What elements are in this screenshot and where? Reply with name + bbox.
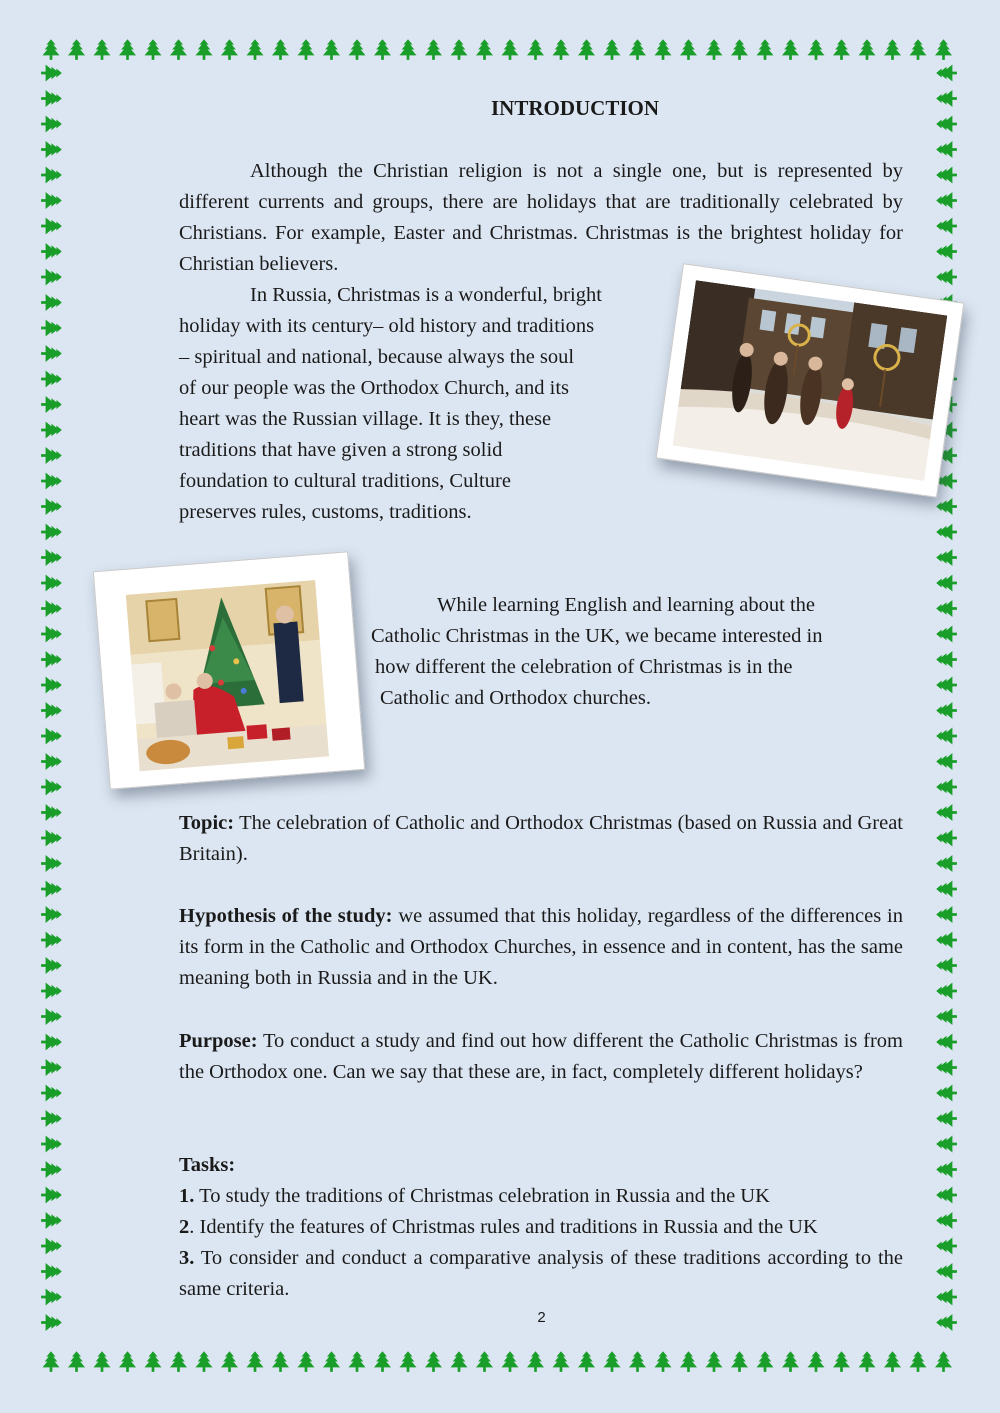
tree-icon bbox=[41, 574, 62, 591]
task-item bbox=[179, 1212, 903, 1243]
tree-icon bbox=[41, 1008, 62, 1025]
tree-icon bbox=[41, 243, 62, 260]
tree-icon bbox=[323, 39, 340, 60]
p3-line: Catholic Christmas in the UK, we became interested in bbox=[371, 625, 823, 647]
carolers-image bbox=[673, 280, 948, 481]
tree-icon bbox=[144, 39, 161, 60]
tree-icon bbox=[41, 727, 62, 744]
photo-carolers bbox=[656, 263, 965, 498]
tree-icon bbox=[936, 1186, 957, 1203]
tree-icon bbox=[705, 39, 722, 60]
tree-icon bbox=[936, 1161, 957, 1178]
tree-icon bbox=[450, 1351, 467, 1372]
tree-icon bbox=[936, 778, 957, 795]
tree-icon bbox=[374, 1351, 391, 1372]
page-title: INTRODUCTION bbox=[490, 96, 660, 120]
tree-icon bbox=[501, 39, 518, 60]
tree-icon bbox=[833, 1351, 850, 1372]
tree-icon bbox=[93, 39, 110, 60]
tree-icon bbox=[41, 778, 62, 795]
tree-icon bbox=[221, 1351, 238, 1372]
tree-icon bbox=[41, 370, 62, 387]
tree-icon bbox=[936, 498, 957, 515]
tree-icon bbox=[297, 39, 314, 60]
tree-icon bbox=[195, 39, 212, 60]
tree-icon bbox=[936, 1084, 957, 1101]
tree-icon bbox=[93, 1351, 110, 1372]
tree-icon bbox=[42, 1351, 59, 1372]
tree-icon bbox=[425, 1351, 442, 1372]
task-number: 2 bbox=[179, 1216, 190, 1238]
purpose-section bbox=[179, 1026, 903, 1088]
tree-icon bbox=[41, 141, 62, 158]
tree-icon bbox=[41, 804, 62, 821]
p2-line: – spiritual and national, because always the soul bbox=[179, 346, 575, 368]
hypothesis-text: we assumed that this holiday, regardless of the differences in its form in the Catholic and Orthodox Churches, in essence and in content, has the same meaning both in Russia and in the UK. bbox=[179, 905, 903, 989]
topic-section bbox=[179, 808, 903, 870]
tree-icon bbox=[936, 141, 957, 158]
tree-icon bbox=[654, 39, 671, 60]
p2-line: of our people was the Orthodox Church, and its bbox=[179, 377, 569, 399]
family-tree-image bbox=[126, 580, 329, 771]
tree-icon bbox=[41, 472, 62, 489]
intro-paragraph-1: Although the Christian religion is not a single one, but is represented by different currents and groups, there are holidays that are traditionally celebrated by Christians. For example, Easter and Christmas. Christmas is the brightest holiday for Christian believers. bbox=[179, 160, 903, 275]
tree-icon bbox=[41, 1135, 62, 1152]
task-text: To study the traditions of Christmas celebration in Russia and the UK bbox=[199, 1185, 770, 1207]
tree-icon bbox=[41, 1161, 62, 1178]
topic-text: The celebration of Catholic and Orthodox Christmas (based on Russia and Great Britain). bbox=[179, 812, 903, 865]
tree-icon bbox=[195, 1351, 212, 1372]
tree-icon bbox=[41, 1288, 62, 1305]
tree-icon bbox=[936, 1288, 957, 1305]
tree-icon bbox=[936, 727, 957, 744]
tree-icon bbox=[807, 39, 824, 60]
tree-icon bbox=[936, 1237, 957, 1254]
tree-icon bbox=[936, 1059, 957, 1076]
topic-label: Topic: bbox=[179, 812, 235, 834]
tree-icon bbox=[170, 1351, 187, 1372]
tree-icon bbox=[41, 702, 62, 719]
tree-icon bbox=[936, 1033, 957, 1050]
tree-icon bbox=[552, 39, 569, 60]
tree-icon bbox=[41, 217, 62, 234]
tree-icon bbox=[41, 1212, 62, 1229]
tree-icon bbox=[41, 166, 62, 183]
tree-icon bbox=[41, 1059, 62, 1076]
tree-icon bbox=[807, 1351, 824, 1372]
tree-icon bbox=[603, 39, 620, 60]
tree-icon bbox=[936, 600, 957, 617]
tree-icon bbox=[552, 1351, 569, 1372]
tree-icon bbox=[884, 39, 901, 60]
tasks-section bbox=[179, 1150, 903, 1305]
tree-icon bbox=[41, 319, 62, 336]
tree-icon bbox=[629, 1351, 646, 1372]
tree-icon bbox=[348, 1351, 365, 1372]
tree-icon bbox=[297, 1351, 314, 1372]
tree-icon bbox=[41, 957, 62, 974]
page-number: 2 bbox=[537, 1309, 546, 1326]
tree-icon bbox=[936, 1110, 957, 1127]
hypothesis-section bbox=[179, 901, 903, 994]
tree-icon bbox=[705, 1351, 722, 1372]
p2-line: holiday with its century– old history and traditions bbox=[179, 315, 595, 337]
tree-icon bbox=[756, 1351, 773, 1372]
tree-icon bbox=[578, 1351, 595, 1372]
tree-icon bbox=[450, 39, 467, 60]
tree-icon bbox=[936, 64, 957, 81]
p3-line: While learning English and learning about the bbox=[437, 594, 815, 616]
hypothesis-label: Hypothesis of the study: bbox=[179, 905, 393, 927]
tree-icon bbox=[374, 39, 391, 60]
p2-line: traditions that have given a strong solid bbox=[179, 439, 503, 461]
tree-icon bbox=[578, 39, 595, 60]
tree-icon bbox=[68, 39, 85, 60]
tree-icon bbox=[41, 447, 62, 464]
tree-icon bbox=[41, 421, 62, 438]
task-item bbox=[179, 1243, 903, 1305]
tree-icon bbox=[936, 574, 957, 591]
tree-icon bbox=[936, 1263, 957, 1280]
p2-line: preserves rules, customs, traditions. bbox=[179, 501, 472, 523]
tree-icon bbox=[68, 1351, 85, 1372]
p2-line: foundation to cultural traditions, Culture bbox=[179, 470, 511, 492]
tree-icon bbox=[425, 39, 442, 60]
tree-icon bbox=[603, 1351, 620, 1372]
tree-icon bbox=[41, 192, 62, 209]
photo-family-tree bbox=[93, 551, 365, 789]
tree-icon bbox=[858, 1351, 875, 1372]
tree-icon bbox=[833, 39, 850, 60]
tree-icon bbox=[858, 39, 875, 60]
tree-icon bbox=[41, 753, 62, 770]
tree-icon bbox=[936, 549, 957, 566]
tree-icon bbox=[119, 1351, 136, 1372]
tree-icon bbox=[654, 1351, 671, 1372]
p3-line: Catholic and Orthodox churches. bbox=[380, 687, 651, 709]
tree-icon bbox=[936, 753, 957, 770]
tree-icon bbox=[936, 982, 957, 999]
tree-icon bbox=[936, 192, 957, 209]
tree-icon bbox=[399, 39, 416, 60]
tree-icon bbox=[936, 702, 957, 719]
tree-icon bbox=[936, 906, 957, 923]
tree-icon bbox=[41, 625, 62, 642]
tree-icon bbox=[41, 1033, 62, 1050]
p2-line: heart was the Russian village. It is they, these bbox=[179, 408, 552, 430]
tree-icon bbox=[680, 39, 697, 60]
tree-icon bbox=[782, 39, 799, 60]
tree-icon bbox=[731, 1351, 748, 1372]
p3-line: how different the celebration of Christmas is in the bbox=[375, 656, 793, 678]
tree-icon bbox=[936, 957, 957, 974]
tree-icon bbox=[501, 1351, 518, 1372]
tree-icon bbox=[41, 1186, 62, 1203]
tree-icon bbox=[936, 1135, 957, 1152]
tree-icon bbox=[41, 880, 62, 897]
tree-icon bbox=[42, 39, 59, 60]
tree-icon bbox=[935, 39, 952, 60]
tree-icon bbox=[936, 243, 957, 260]
tree-icon bbox=[909, 1351, 926, 1372]
tree-icon bbox=[680, 1351, 697, 1372]
tree-icon bbox=[936, 1008, 957, 1025]
tree-icon bbox=[41, 982, 62, 999]
tree-icon bbox=[936, 804, 957, 821]
tree-icon bbox=[170, 39, 187, 60]
tree-icon bbox=[323, 1351, 340, 1372]
tree-icon bbox=[527, 39, 544, 60]
tree-icon bbox=[41, 1263, 62, 1280]
tree-icon bbox=[41, 523, 62, 540]
tree-icon bbox=[936, 855, 957, 872]
tree-icon bbox=[399, 1351, 416, 1372]
tree-icon bbox=[119, 39, 136, 60]
tree-icon bbox=[41, 829, 62, 846]
tree-icon bbox=[936, 166, 957, 183]
tree-icon bbox=[41, 345, 62, 362]
task-number: 1. bbox=[179, 1185, 195, 1207]
tree-icon bbox=[246, 39, 263, 60]
purpose-label: Purpose: bbox=[179, 1030, 258, 1052]
tree-icon bbox=[41, 1237, 62, 1254]
tree-icon bbox=[936, 625, 957, 642]
tree-icon bbox=[41, 64, 62, 81]
tree-icon bbox=[272, 39, 289, 60]
tree-icon bbox=[41, 855, 62, 872]
tree-icon bbox=[41, 1110, 62, 1127]
tree-icon bbox=[731, 39, 748, 60]
tree-icon bbox=[272, 1351, 289, 1372]
tree-icon bbox=[41, 498, 62, 515]
tree-icon bbox=[909, 39, 926, 60]
tree-icon bbox=[936, 651, 957, 668]
tasks-label: Tasks: bbox=[179, 1154, 236, 1176]
purpose-text: To conduct a study and find out how different the Catholic Christmas is from the Orthodox one. Can we say that these are, in fact, completely different holidays? bbox=[179, 1030, 903, 1083]
tree-icon bbox=[527, 1351, 544, 1372]
tree-icon bbox=[476, 1351, 493, 1372]
tree-icon bbox=[41, 931, 62, 948]
p2-line: In Russia, Christmas is a wonderful, bright bbox=[250, 284, 602, 306]
tree-icon bbox=[476, 39, 493, 60]
tree-icon bbox=[144, 1351, 161, 1372]
tree-icon bbox=[41, 651, 62, 668]
task-text: . Identify the features of Christmas rules and traditions in Russia and the UK bbox=[189, 1216, 818, 1238]
tree-icon bbox=[782, 1351, 799, 1372]
tree-icon bbox=[348, 39, 365, 60]
tree-icon bbox=[936, 931, 957, 948]
tree-icon bbox=[41, 600, 62, 617]
task-text: To consider and conduct a comparative analysis of these traditions according to the same criteria. bbox=[179, 1247, 903, 1300]
tree-icon bbox=[41, 549, 62, 566]
tree-icon bbox=[884, 1351, 901, 1372]
tree-icon bbox=[246, 1351, 263, 1372]
tree-icon bbox=[936, 829, 957, 846]
tree-icon bbox=[936, 268, 957, 285]
tree-icon bbox=[936, 523, 957, 540]
tree-icon bbox=[41, 268, 62, 285]
tree-icon bbox=[936, 1212, 957, 1229]
tree-icon bbox=[41, 676, 62, 693]
tree-icon bbox=[936, 217, 957, 234]
tree-icon bbox=[41, 294, 62, 311]
tree-icon bbox=[41, 906, 62, 923]
tree-icon bbox=[221, 39, 238, 60]
tree-icon bbox=[936, 676, 957, 693]
tree-icon bbox=[41, 396, 62, 413]
tree-icon bbox=[629, 39, 646, 60]
tree-icon bbox=[756, 39, 773, 60]
task-number: 3. bbox=[179, 1247, 195, 1269]
tree-icon bbox=[935, 1351, 952, 1372]
task-item bbox=[179, 1181, 903, 1212]
tree-icon bbox=[41, 1084, 62, 1101]
tree-icon bbox=[936, 880, 957, 897]
